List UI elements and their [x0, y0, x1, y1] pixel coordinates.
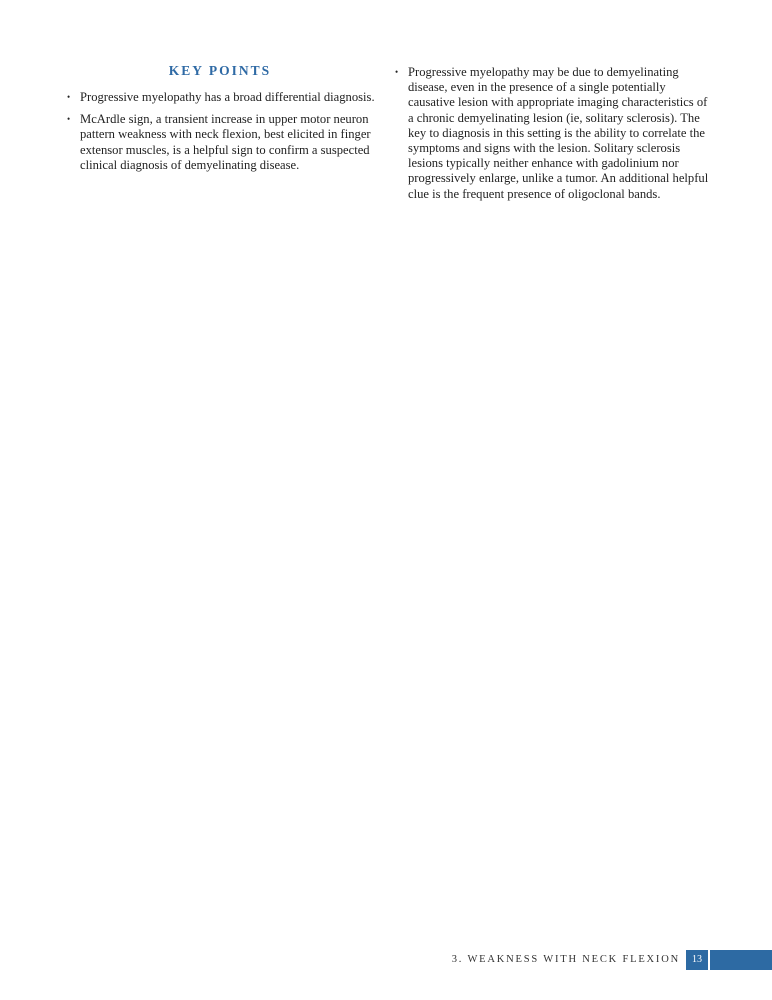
- key-points-heading: KEY POINTS: [168, 63, 272, 78]
- key-point-item: • Progressive myelopathy may be due to demyelinating disease, even in the presence of a single potentially causative lesion with appropriate imaging characteristics of a chronic demyelinating lesion (ie, solitary sclerosis). The key to diagnosis in this setting is the ability to correlate the symptoms and signs with the lesion. Solitary sclerosis lesions typically neither enhance with gadolinium nor progressively enlarge, unlike a tumor. An additional helpful clue is the frequent presence of oligoclonal bands.: [392, 65, 710, 202]
- key-point-item: • Progressive myelopathy has a broad differential diagnosis.: [64, 90, 376, 105]
- key-points-right-column: [392, 65, 710, 209]
- chapter-footer-label: 3. WEAKNESS WITH NECK FLEXION: [451, 954, 680, 965]
- key-points-left-column: [64, 63, 376, 180]
- key-points-list-right: [392, 65, 710, 202]
- key-points-list-left: [64, 90, 376, 173]
- footer-accent-bar: [710, 950, 772, 970]
- page-number: 13: [686, 950, 708, 970]
- key-point-item: • McArdle sign, a transient increase in upper motor neuron pattern weakness with neck flexion, best elicited in finger extensor muscles, is a helpful sign to confirm a suspected clinical diagnosis of demyelinating disease.: [64, 112, 376, 173]
